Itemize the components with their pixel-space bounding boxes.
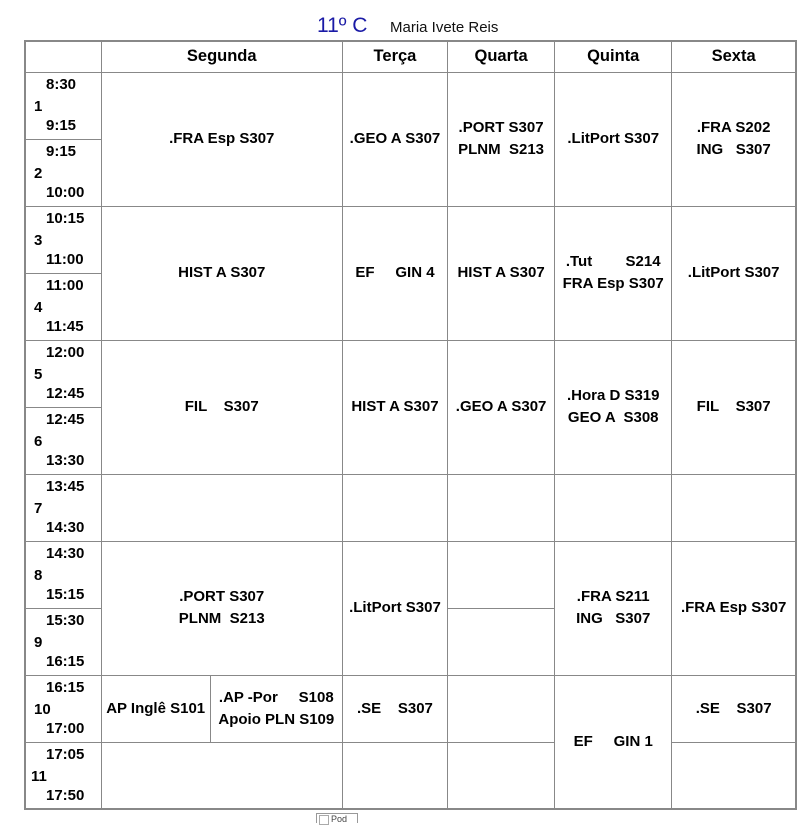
slot-start: 14:30	[46, 544, 85, 562]
slot-end: 12:45	[46, 384, 85, 402]
lesson-text: EF GIN 4	[355, 264, 435, 281]
slot-end: 9:15	[46, 116, 77, 134]
lesson-text: .PORT S307 PLNM S213	[458, 119, 545, 158]
empty-cell	[101, 474, 342, 541]
lesson-cell	[672, 541, 796, 675]
slot-end: 17:00	[46, 719, 85, 737]
slot-number: 11	[31, 767, 47, 785]
lesson-cell	[342, 675, 447, 742]
time-slot-3	[25, 206, 101, 273]
lesson-cell	[555, 675, 672, 809]
time-slot-6	[25, 407, 101, 474]
lesson-cell	[555, 72, 672, 206]
lesson-cell	[101, 72, 342, 206]
day-header-segunda: Segunda	[101, 41, 342, 72]
lesson-text: .LitPort S307	[687, 264, 780, 281]
empty-cell	[101, 742, 342, 809]
slot-number: 10	[34, 700, 51, 718]
lesson-text: .FRA Esp S307	[680, 599, 787, 616]
time-slot-8	[25, 541, 101, 608]
empty-cell	[448, 608, 555, 675]
slot-number: 9	[34, 633, 43, 651]
time-slot-4	[25, 273, 101, 340]
slot-number: 4	[34, 298, 43, 316]
lesson-cell	[101, 675, 210, 742]
empty-cell	[448, 675, 555, 742]
lesson-text: .GEO A S307	[349, 130, 441, 147]
empty-cell	[342, 742, 447, 809]
slot-end: 14:30	[46, 518, 85, 536]
lesson-text: AP Inglê S101	[106, 699, 206, 717]
time-slot-5	[25, 340, 101, 407]
empty-cell	[448, 742, 555, 809]
time-slot-11	[25, 742, 101, 809]
day-header-quinta: Quinta	[555, 41, 672, 72]
empty-cell	[448, 474, 555, 541]
slot-start: 12:45	[46, 410, 85, 428]
day-header-sexta: Sexta	[672, 41, 796, 72]
slot-end: 16:15	[46, 652, 85, 670]
timetable-header	[0, 12, 809, 38]
slot-start: 12:00	[46, 343, 85, 361]
slot-end: 17:50	[46, 786, 85, 804]
lesson-cell	[342, 72, 447, 206]
day-header-terca: Terça	[342, 41, 447, 72]
slot-start: 10:15	[46, 209, 85, 227]
slot-end: 10:00	[46, 183, 85, 201]
slot-start: 11:00	[46, 276, 84, 294]
slot-end: 15:15	[46, 585, 85, 603]
class-name: 11º C	[317, 14, 368, 37]
time-slot-9	[25, 608, 101, 675]
lesson-cell	[210, 675, 342, 742]
slot-row	[25, 474, 796, 541]
lesson-text: FIL S307	[696, 398, 771, 415]
lesson-cell	[672, 675, 796, 742]
slot-start: 17:05	[46, 745, 85, 763]
lesson-cell	[101, 206, 342, 340]
slot-end: 11:45	[46, 317, 84, 335]
lesson-text: HIST A S307	[351, 398, 439, 415]
lesson-text: .AP -Por S108 Apoio PLN S109	[218, 688, 335, 728]
lesson-text: HIST A S307	[457, 264, 545, 281]
lesson-text: .PORT S307 PLNM S213	[178, 588, 265, 627]
time-slot-1	[25, 72, 101, 139]
slot-number: 2	[34, 164, 43, 182]
lesson-cell	[672, 72, 796, 206]
lesson-cell	[672, 206, 796, 340]
day-header-quarta: Quarta	[448, 41, 555, 72]
slot-start: 13:45	[46, 477, 85, 495]
teacher-name: Maria Ivete Reis	[390, 19, 499, 36]
slot-number: 5	[34, 365, 43, 383]
broken-image-alt: Pod	[331, 814, 348, 824]
empty-cell	[448, 541, 555, 608]
slot-number: 1	[34, 97, 43, 115]
lesson-cell	[342, 206, 447, 340]
broken-image-icon	[316, 813, 358, 823]
lesson-text: EF GIN 1	[573, 732, 653, 750]
empty-cell	[672, 742, 796, 809]
lesson-text: .Hora D S319 GEO A S308	[566, 387, 660, 426]
empty-cell	[555, 474, 672, 541]
slot-row	[25, 742, 796, 809]
lesson-cell	[448, 340, 555, 474]
lesson-text: HIST A S307	[178, 264, 266, 281]
slot-number: 6	[34, 432, 43, 450]
slot-row	[25, 206, 796, 273]
lesson-text: FIL S307	[184, 398, 259, 415]
time-slot-7	[25, 474, 101, 541]
slot-start: 9:15	[46, 142, 77, 160]
corner-cell	[25, 41, 101, 72]
slot-number: 8	[34, 566, 43, 584]
time-slot-10	[25, 675, 101, 742]
slot-end: 13:30	[46, 451, 85, 469]
empty-cell	[342, 474, 447, 541]
empty-cell	[672, 474, 796, 541]
lesson-text: .FRA Esp S307	[169, 130, 275, 147]
slot-row	[25, 340, 796, 407]
lesson-text: .LitPort S307	[567, 130, 660, 147]
lesson-cell	[101, 541, 342, 675]
image-placeholder-icon	[319, 815, 329, 825]
lesson-cell	[448, 72, 555, 206]
lesson-cell	[555, 206, 672, 340]
slot-start: 15:30	[46, 611, 85, 629]
lesson-cell	[448, 206, 555, 340]
lesson-text: .FRA S211 ING S307	[576, 588, 651, 627]
lesson-text: .FRA S202 ING S307	[696, 119, 771, 158]
lesson-text: .SE S307	[695, 699, 772, 717]
slot-start: 16:15	[46, 678, 85, 696]
timetable	[24, 40, 797, 810]
lesson-cell	[342, 340, 447, 474]
time-slot-2	[25, 139, 101, 206]
lesson-cell	[672, 340, 796, 474]
lesson-cell	[555, 340, 672, 474]
slot-number: 7	[34, 499, 43, 517]
lesson-text: .GEO A S307	[455, 398, 547, 415]
slot-end: 11:00	[46, 250, 84, 268]
slot-row	[25, 72, 796, 139]
lesson-text: .LitPort S307	[349, 599, 441, 616]
day-header-row	[25, 41, 796, 72]
lesson-text: .SE S307	[357, 699, 433, 717]
lesson-cell	[101, 340, 342, 474]
slot-start: 8:30	[46, 75, 77, 93]
lesson-cell	[342, 541, 447, 675]
lesson-cell	[555, 541, 672, 675]
slot-number: 3	[34, 231, 43, 249]
slot-row	[25, 541, 796, 608]
slot-row	[25, 675, 796, 742]
lesson-text: .Tut S214 FRA Esp S307	[562, 253, 664, 292]
